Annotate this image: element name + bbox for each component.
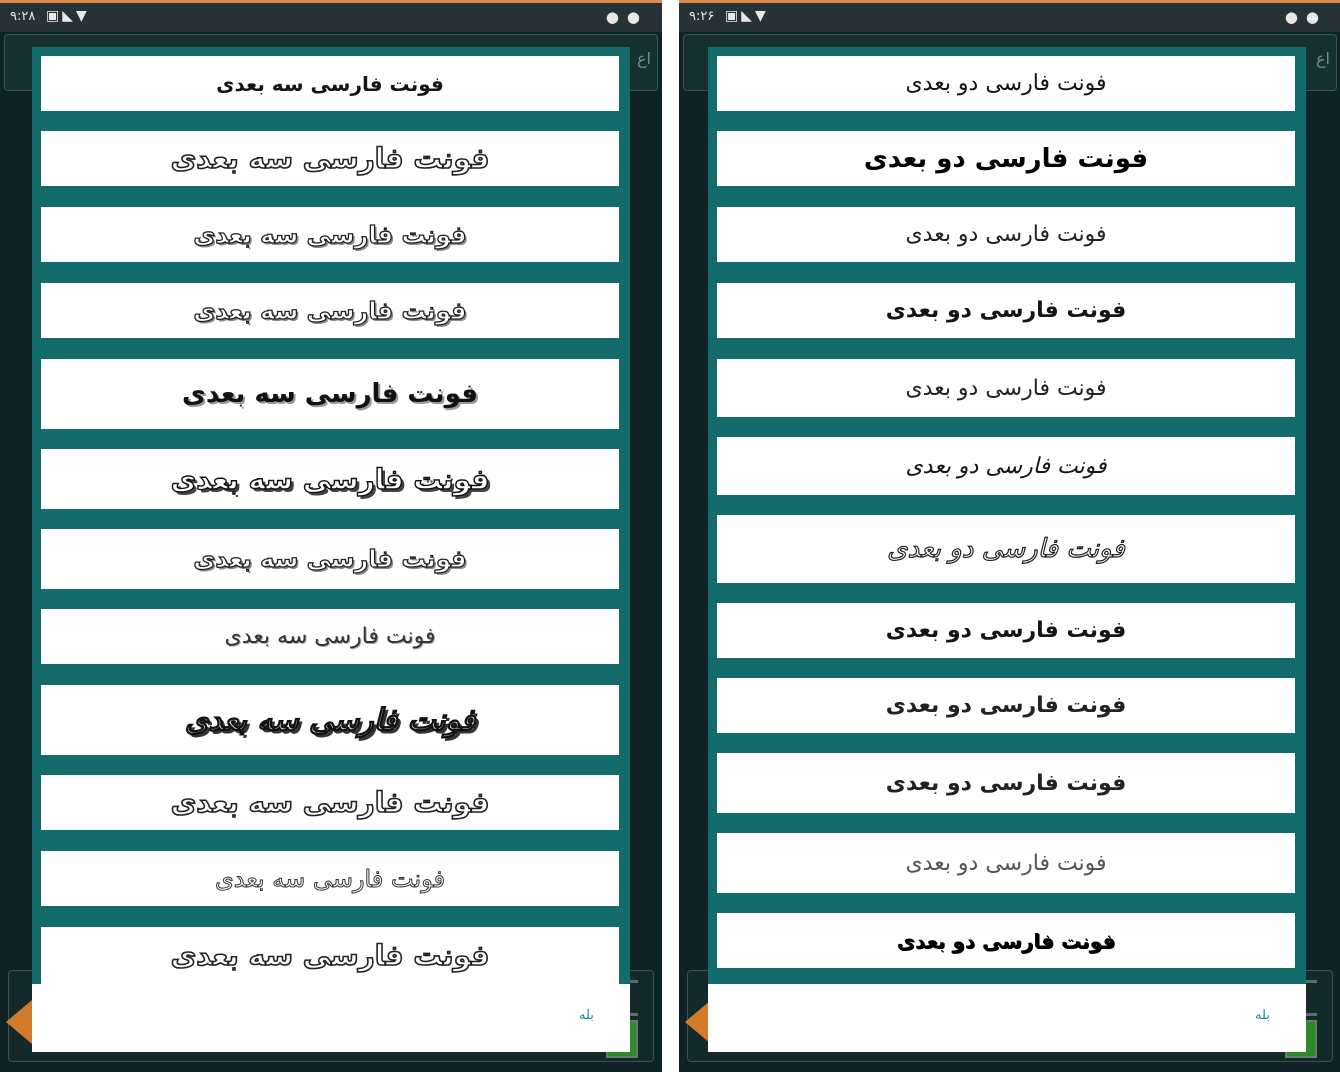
status-right-icons	[1285, 8, 1327, 26]
font-option[interactable]: فونت فارسی سه بعدی	[41, 775, 619, 830]
font-picker-dialog	[708, 47, 1306, 1052]
background-tab-label: اع	[637, 49, 651, 68]
font-option[interactable]: فونت فارسی سه بعدی	[41, 131, 619, 186]
status-icons	[46, 8, 90, 24]
font-list[interactable]	[32, 47, 630, 984]
font-option[interactable]: فونت فارسی دو بعدی	[717, 359, 1295, 417]
font-list[interactable]	[708, 47, 1306, 984]
font-option[interactable]: فونت فارسی دو بعدی	[717, 56, 1295, 111]
font-option[interactable]: فونت فارسی سه بعدی	[41, 851, 619, 906]
yes-button[interactable]: بله	[575, 1006, 598, 1025]
status-bar	[0, 0, 662, 32]
dialog-footer	[32, 984, 630, 1052]
font-option[interactable]: فونت فارسی دو بعدی	[717, 913, 1295, 968]
font-option[interactable]: فونت فارسی سه بعدی	[41, 283, 619, 338]
font-option[interactable]: فونت فارسی سه بعدی	[41, 207, 619, 262]
signal-icon: ◣	[62, 8, 77, 24]
wifi-icon: ▼	[755, 8, 769, 24]
font-option[interactable]: فونت فارسی دو بعدی	[717, 283, 1295, 338]
phone-screen-right	[679, 0, 1340, 1072]
font-option[interactable]: فونت فارسی سه بعدی	[41, 359, 619, 429]
notification-icon: ●	[1284, 8, 1306, 26]
status-bar	[679, 0, 1340, 32]
notification-icon: ●	[1305, 8, 1327, 26]
font-option[interactable]: فونت فارسی دو بعدی	[717, 603, 1295, 658]
background-tab-label: اع	[1316, 49, 1330, 68]
dialog-footer	[708, 984, 1306, 1052]
font-picker-dialog	[32, 47, 630, 1052]
font-option[interactable]: فونت فارسی سه بعدی	[41, 56, 619, 111]
font-option[interactable]: فونت فارسی سه بعدی	[41, 609, 619, 664]
yes-button[interactable]: بله	[1251, 1006, 1274, 1025]
font-option[interactable]: فونت فارسی سه بعدی	[41, 685, 619, 755]
notification-icon: ●	[626, 8, 648, 26]
font-option[interactable]: فونت فارسی دو بعدی	[717, 833, 1295, 893]
sim-card-icon: ▣	[725, 8, 742, 24]
font-option[interactable]: فونت فارسی دو بعدی	[717, 515, 1295, 583]
font-option[interactable]: فونت فارسی سه بعدی	[41, 529, 619, 589]
signal-icon: ◣	[741, 8, 756, 24]
back-arrow-icon	[6, 1000, 32, 1044]
image-divider	[662, 0, 679, 1072]
status-right-icons	[606, 8, 648, 26]
font-option[interactable]: فونت فارسی دو بعدی	[717, 753, 1295, 813]
status-icons	[725, 8, 769, 24]
font-option[interactable]: فونت فارسی دو بعدی	[717, 131, 1295, 186]
wifi-icon: ▼	[76, 8, 90, 24]
phone-screen-left	[0, 0, 662, 1072]
notification-icon: ●	[605, 8, 627, 26]
font-option[interactable]: فونت فارسی دو بعدی	[717, 678, 1295, 733]
status-time: ۹:۲۸	[10, 9, 36, 24]
font-option[interactable]: فونت فارسی دو بعدی	[717, 437, 1295, 495]
font-option[interactable]: فونت فارسی دو بعدی	[717, 207, 1295, 262]
sim-card-icon: ▣	[46, 8, 63, 24]
font-option[interactable]: فونت فارسی سه بعدی	[41, 449, 619, 509]
status-time: ۹:۲۶	[689, 9, 715, 24]
font-option[interactable]: فونت فارسی سه بعدی	[41, 927, 619, 984]
